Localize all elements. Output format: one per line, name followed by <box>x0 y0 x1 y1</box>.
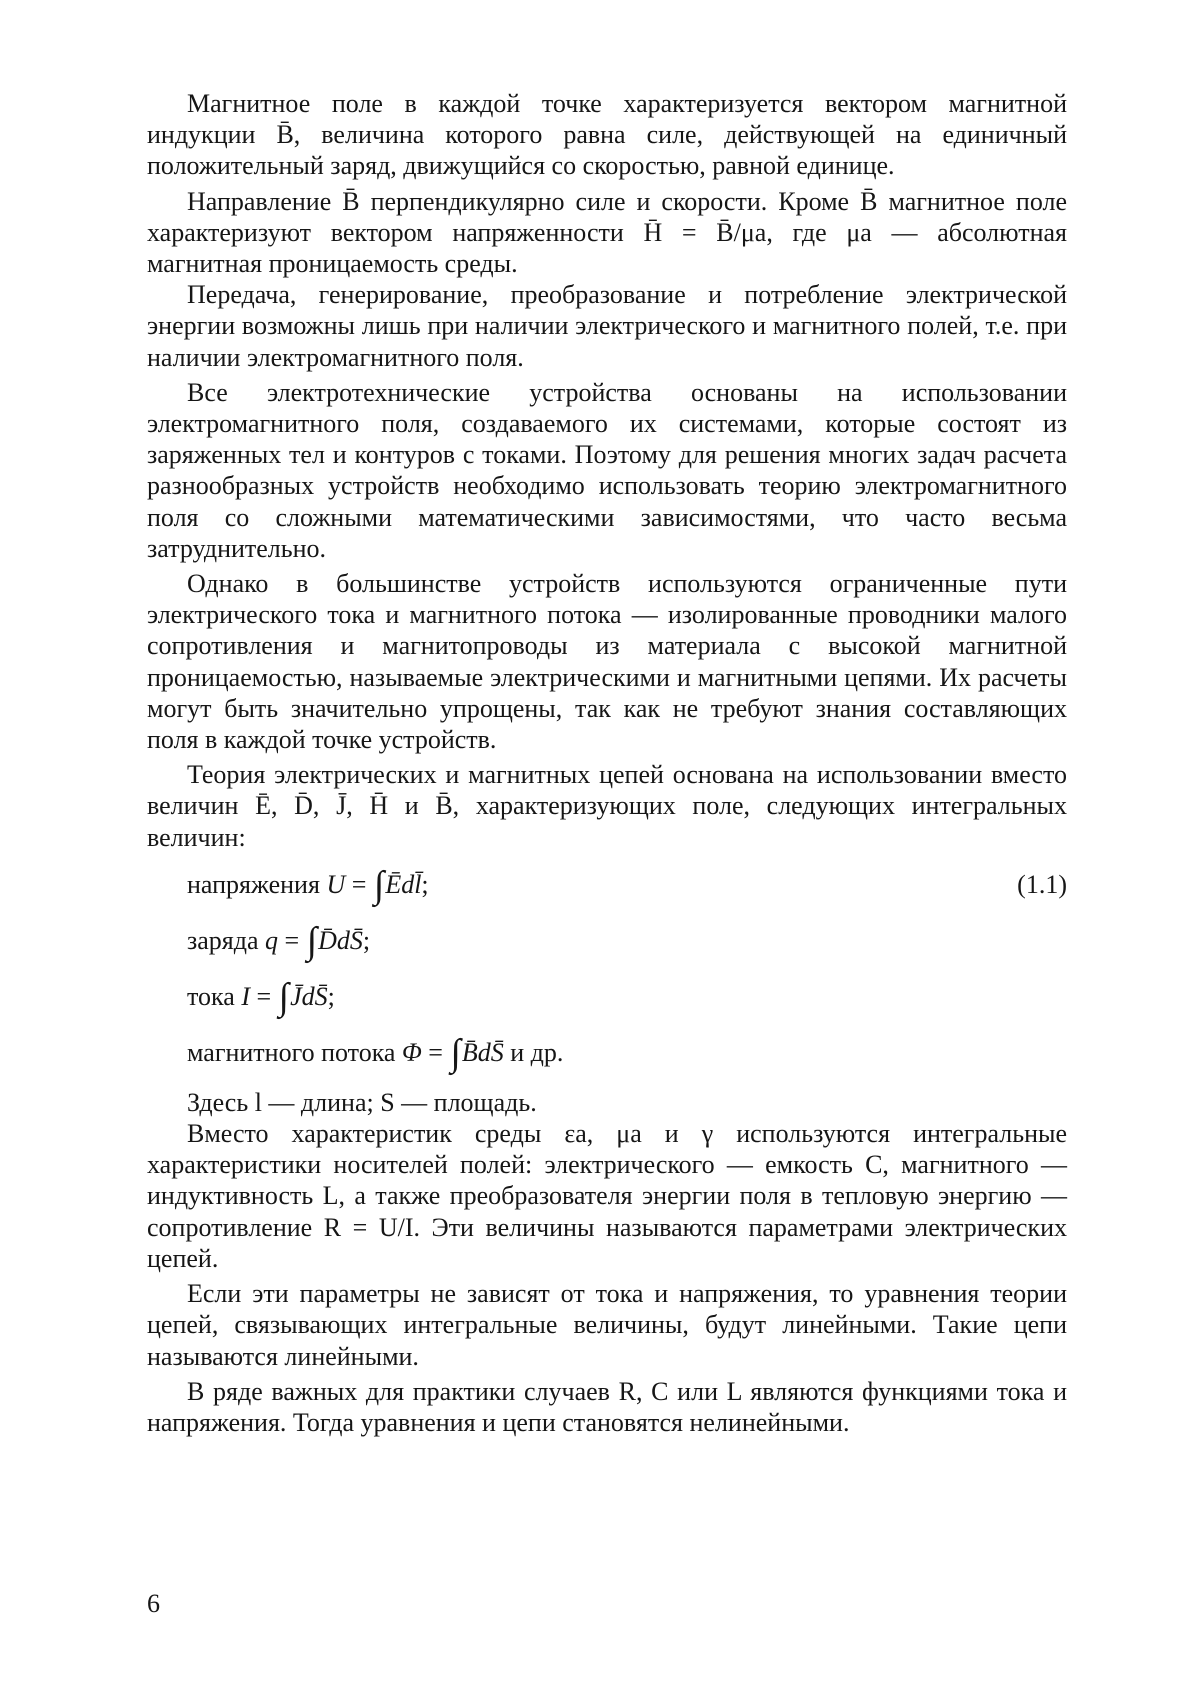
equation-tail: и др. <box>503 1037 564 1067</box>
equation-integrand: D̄dS̄ <box>318 925 363 955</box>
paragraph-circuit-parameters: Вместо характеристик среды εа, μа и γ используются интегральные характеристики носителей полей: электрического — емкость C, магнитного — индуктивность L, а также преобразователя энергии поля в тепловую энергию — сопротивление R = U/I. Эти величины называются параметрами электрических цепей. <box>147 1119 1067 1273</box>
paragraph-circuits-definition: Однако в большинстве устройств используются ограниченные пути электрического тока и магнитного потока — изолированные проводники малого сопротивления и магнитопроводы из материала с высокой магнитной проницаемостью, называемые электрическими и магнитными цепями. Их расчеты могут быть значительно упрощены, так как не требуют знания составляющих поля в каждой точке устройств. <box>147 569 1067 755</box>
equation-lhs: q <box>265 925 279 955</box>
paragraph-magnetic-intensity: Направление B̄ перпендикулярно силе и скорости. Кроме B̄ магнитное поле характеризуют вектором напряженности H̄ = B̄/μа, где μа — абсолютная магнитная проницаемость среды. <box>147 186 1067 279</box>
equation-label: тока <box>187 981 235 1011</box>
equation-tail: ; <box>327 981 335 1011</box>
equation-label: магнитного потока <box>187 1037 396 1067</box>
equation-equals: = <box>256 981 272 1011</box>
equation-lhs: U <box>326 869 346 899</box>
integral-symbol: ∫ <box>373 863 385 906</box>
equation-tail: ; <box>362 925 371 955</box>
equation-lhs: Φ <box>401 1037 422 1067</box>
paragraph-definitions: Здесь l — длина; S — площадь. <box>187 1087 537 1117</box>
paragraph-magnetic-induction: Магнитное поле в каждой точке характеризуется вектором магнитной индукции B̄, величина которого равна силе, действующей на единичный положительный заряд, движущийся со скоростью, равной единице. <box>147 89 1067 181</box>
equation-charge <box>187 917 1067 965</box>
paragraph-energy-transfer: Передача, генерирование, преобразование и потребление электрической энергии возможны лишь при наличии электрического и магнитного полей, т.е. при наличии электромагнитного поля. <box>147 280 1067 372</box>
paragraph-nonlinear-circuits: В ряде важных для практики случаев R, C или L являются функциями тока и напряжения. Тогда уравнения и цепи становятся нелинейными. <box>147 1376 1067 1437</box>
paragraph-electrotechnical-devices: Все электротехнические устройства основаны на использовании электромагнитного поля, создаваемого их системами, которые состоят из заряженных тел и контуров с токами. Поэтому для решения многих задач расчета разнообразных устройств необходимо использовать теорию электромагнитного поля со сложными математическими зависимостями, что часто весьма затруднительно. <box>147 377 1067 563</box>
equation-integrand: B̄dS̄ <box>461 1037 504 1067</box>
paragraph-circuit-theory: Теория электрических и магнитных цепей основана на использовании вместо величин Ē, D̄, J̄, H̄ и B̄, характеризующих поле, следующих интегральных величин: <box>147 760 1067 852</box>
equation-equals: = <box>351 869 367 899</box>
equation-equals: = <box>284 925 300 955</box>
page-number: 6 <box>147 1589 160 1618</box>
equation-number: (1.1) <box>1017 869 1067 899</box>
equation-integrand: Ēdl̄ <box>385 869 422 899</box>
equation-voltage <box>187 861 1067 909</box>
equation-lhs: I <box>241 981 250 1011</box>
text-block <box>147 88 1067 1442</box>
equation-label: заряда <box>187 925 259 955</box>
equation-equals: = <box>428 1037 443 1067</box>
integral-symbol: ∫ <box>450 1031 461 1074</box>
equation-integrand: J̄dS̄ <box>290 981 328 1011</box>
equation-label: напряжения <box>187 869 320 899</box>
equation-tail: ; <box>421 869 429 899</box>
integral-symbol: ∫ <box>306 919 318 962</box>
integral-symbol: ∫ <box>278 975 290 1018</box>
equation-magnetic-flux <box>187 1029 1067 1077</box>
equation-current <box>187 973 1067 1021</box>
paragraph-linear-circuits: Если эти параметры не зависят от тока и напряжения, то уравнения теории цепей, связывающих интегральные величины, будут линейными. Такие цепи называются линейными. <box>147 1279 1067 1371</box>
